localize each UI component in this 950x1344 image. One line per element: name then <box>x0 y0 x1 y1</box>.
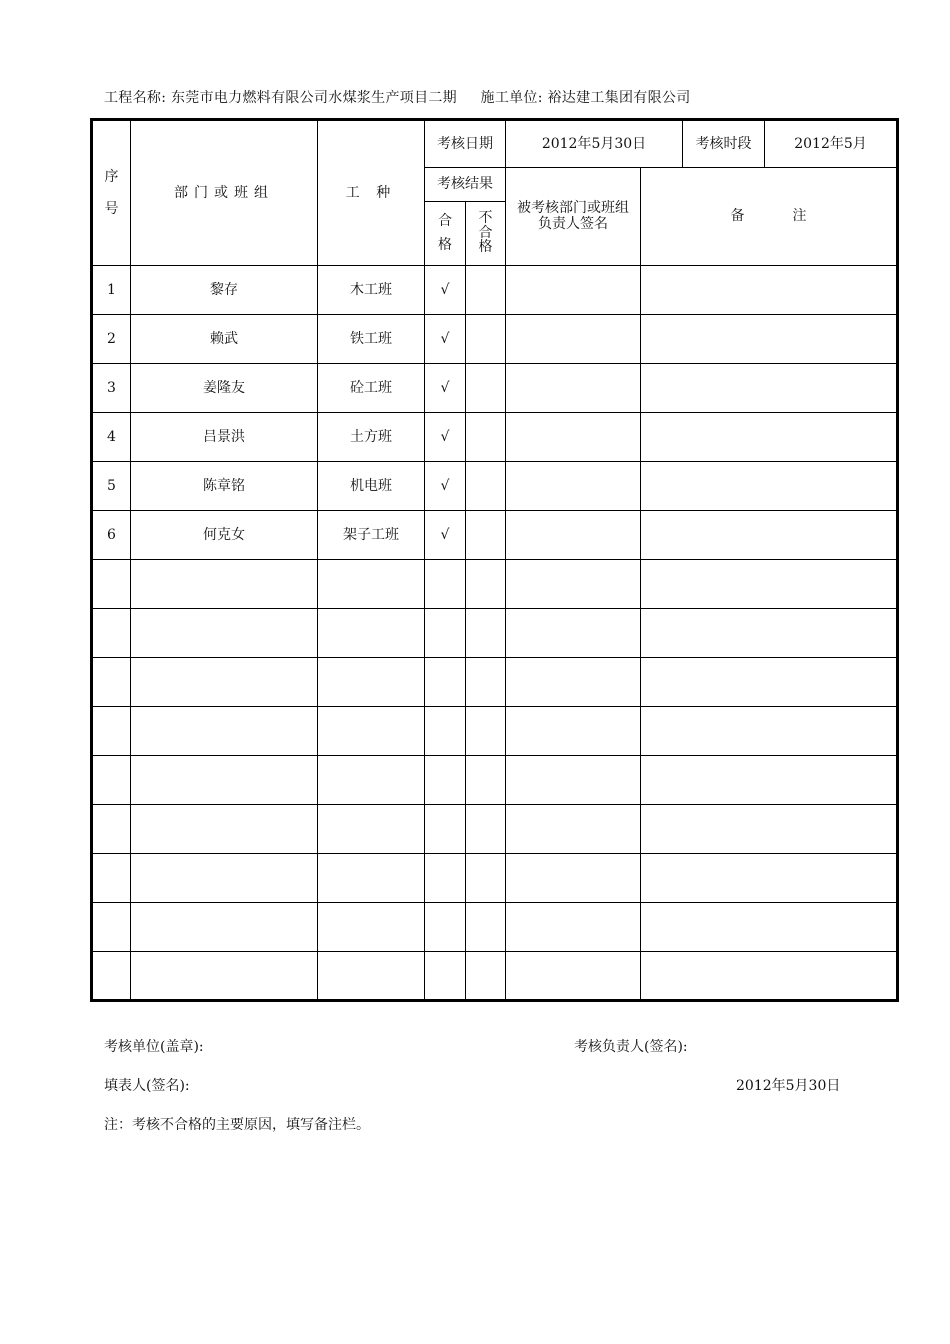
row-fail <box>466 854 506 903</box>
row-remark <box>641 609 898 658</box>
row-fail <box>466 707 506 756</box>
row-trade <box>318 854 425 903</box>
project-name: 东莞市电力燃料有限公司水煤浆生产项目二期 <box>170 90 457 106</box>
row-remark <box>641 903 898 952</box>
row-signature <box>506 854 641 903</box>
row-no: 5 <box>92 462 131 511</box>
row-signature <box>506 413 641 462</box>
row-pass <box>425 707 466 756</box>
filler-label: 填表人(签名): <box>104 1078 190 1094</box>
row-fail <box>466 952 506 1001</box>
row-trade <box>318 903 425 952</box>
row-signature <box>506 462 641 511</box>
row-name <box>131 805 318 854</box>
row-no <box>92 658 131 707</box>
unit-name: 裕达建工集团有限公司 <box>547 90 691 106</box>
pass-header: 合 格 <box>425 202 466 266</box>
row-pass <box>425 952 466 1001</box>
row-signature <box>506 560 641 609</box>
assessment-table <box>90 118 899 1002</box>
row-name: 陈章铭 <box>131 462 318 511</box>
row-trade: 架子工班 <box>318 511 425 560</box>
table-row <box>92 413 898 462</box>
row-signature <box>506 707 641 756</box>
col-header-dept: 部门或班组 <box>131 120 318 266</box>
row-pass <box>425 805 466 854</box>
row-trade: 土方班 <box>318 413 425 462</box>
row-signature <box>506 903 641 952</box>
row-remark <box>641 266 898 315</box>
row-remark <box>641 756 898 805</box>
row-name <box>131 609 318 658</box>
row-name <box>131 854 318 903</box>
table-row <box>92 903 898 952</box>
row-trade: 机电班 <box>318 462 425 511</box>
exam-date-label: 考核日期 <box>425 120 506 168</box>
row-remark <box>641 854 898 903</box>
row-pass: √ <box>425 413 466 462</box>
row-fail <box>466 266 506 315</box>
exam-leader-label: 考核负责人(签名): <box>574 1039 688 1055</box>
row-remark <box>641 658 898 707</box>
row-no <box>92 707 131 756</box>
row-remark <box>641 315 898 364</box>
project-header <box>104 87 691 107</box>
row-no <box>92 609 131 658</box>
row-pass <box>425 903 466 952</box>
row-no: 2 <box>92 315 131 364</box>
row-pass <box>425 560 466 609</box>
row-trade <box>318 805 425 854</box>
row-remark <box>641 952 898 1001</box>
row-trade: 铁工班 <box>318 315 425 364</box>
table-row <box>92 511 898 560</box>
row-signature <box>506 658 641 707</box>
row-pass: √ <box>425 315 466 364</box>
row-remark <box>641 707 898 756</box>
table-row <box>92 805 898 854</box>
project-label: 工程名称: <box>104 90 167 106</box>
table-row <box>92 952 898 1001</box>
row-remark <box>641 413 898 462</box>
row-signature <box>506 315 641 364</box>
row-no <box>92 756 131 805</box>
exam-period-value: 2012年5月 <box>765 120 898 168</box>
row-no <box>92 854 131 903</box>
row-no: 1 <box>92 266 131 315</box>
row-fail <box>466 903 506 952</box>
row-pass <box>425 756 466 805</box>
row-signature <box>506 805 641 854</box>
row-signature <box>506 609 641 658</box>
table-row <box>92 609 898 658</box>
row-name: 黎存 <box>131 266 318 315</box>
row-pass <box>425 658 466 707</box>
row-fail <box>466 805 506 854</box>
exam-result-label: 考核结果 <box>425 168 506 202</box>
table-row <box>92 364 898 413</box>
row-trade <box>318 756 425 805</box>
row-pass: √ <box>425 266 466 315</box>
row-name <box>131 756 318 805</box>
row-pass <box>425 609 466 658</box>
row-signature <box>506 364 641 413</box>
row-trade <box>318 560 425 609</box>
row-name <box>131 707 318 756</box>
row-remark <box>641 560 898 609</box>
signature-header: 被考核部门或班组负责人签名 <box>506 168 641 266</box>
row-remark <box>641 462 898 511</box>
exam-date-value: 2012年5月30日 <box>506 120 683 168</box>
table-row <box>92 707 898 756</box>
row-no <box>92 560 131 609</box>
row-pass: √ <box>425 364 466 413</box>
row-trade <box>318 707 425 756</box>
row-name <box>131 560 318 609</box>
row-pass: √ <box>425 511 466 560</box>
row-name: 何克女 <box>131 511 318 560</box>
table-row <box>92 560 898 609</box>
row-signature <box>506 756 641 805</box>
row-fail <box>466 315 506 364</box>
row-remark <box>641 805 898 854</box>
row-no: 3 <box>92 364 131 413</box>
fail-header: 不 合 格 <box>466 202 506 266</box>
row-trade <box>318 658 425 707</box>
row-fail <box>466 560 506 609</box>
row-pass <box>425 854 466 903</box>
row-name <box>131 658 318 707</box>
row-fail <box>466 413 506 462</box>
row-fail <box>466 462 506 511</box>
row-trade <box>318 952 425 1001</box>
row-signature <box>506 266 641 315</box>
row-fail <box>466 364 506 413</box>
row-name <box>131 903 318 952</box>
row-no <box>92 952 131 1001</box>
row-fail <box>466 658 506 707</box>
row-no: 4 <box>92 413 131 462</box>
col-header-seq: 序 号 <box>92 120 131 266</box>
row-no <box>92 903 131 952</box>
row-trade <box>318 609 425 658</box>
remark-header: 备 注 <box>641 168 898 266</box>
row-name <box>131 952 318 1001</box>
table-row <box>92 756 898 805</box>
row-name: 赖武 <box>131 315 318 364</box>
footer-note: 注：考核不合格的主要原因，填写备注栏。 <box>104 1117 370 1133</box>
row-fail <box>466 609 506 658</box>
row-pass: √ <box>425 462 466 511</box>
row-no: 6 <box>92 511 131 560</box>
table-row <box>92 658 898 707</box>
row-trade: 木工班 <box>318 266 425 315</box>
exam-unit-label: 考核单位(盖章): <box>104 1039 204 1055</box>
footer-date: 2012年5月30日 <box>736 1078 841 1094</box>
row-name: 姜隆友 <box>131 364 318 413</box>
row-no <box>92 805 131 854</box>
row-fail <box>466 756 506 805</box>
exam-period-label: 考核时段 <box>683 120 765 168</box>
unit-label: 施工单位: <box>480 90 543 106</box>
row-signature <box>506 511 641 560</box>
col-header-trade: 工 种 <box>318 120 425 266</box>
row-signature <box>506 952 641 1001</box>
table-row <box>92 854 898 903</box>
row-remark <box>641 511 898 560</box>
row-trade: 砼工班 <box>318 364 425 413</box>
table-row <box>92 462 898 511</box>
table-row <box>92 266 898 315</box>
row-remark <box>641 364 898 413</box>
row-name: 吕景洪 <box>131 413 318 462</box>
table-row <box>92 315 898 364</box>
row-fail <box>466 511 506 560</box>
